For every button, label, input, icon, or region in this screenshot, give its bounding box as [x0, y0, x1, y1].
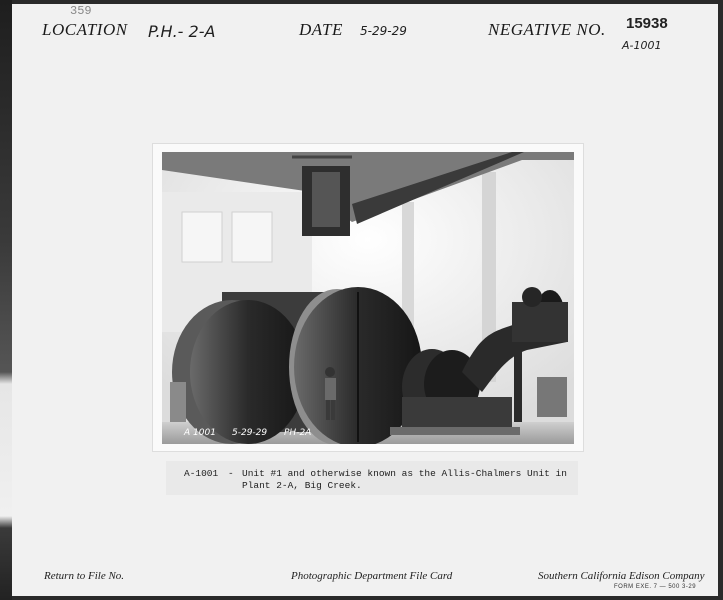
scan-edge: [0, 0, 12, 600]
stamp-number: 359: [70, 4, 92, 18]
photo-inscription-id: A 1001: [184, 428, 216, 438]
location-value: P.H.- 2-A: [148, 22, 216, 41]
caption-dash: -: [228, 468, 234, 479]
caption-label: [166, 461, 578, 495]
date-value: 5-29-29: [360, 24, 407, 38]
caption-id: A-1001: [184, 468, 219, 479]
negative-handwritten: A-1001: [622, 39, 662, 52]
photo-inscription-date: 5-29-29: [232, 428, 268, 438]
negative-number: 15938: [626, 15, 668, 32]
caption-line-2: Plant 2-A, Big Creek.: [242, 480, 362, 491]
location-label: LOCATION: [42, 20, 128, 39]
return-to-file-label: Return to File No.: [44, 570, 125, 582]
photo-inscription-plant: PH-2A: [284, 428, 312, 438]
company-label: Southern California Edison Company: [538, 570, 705, 582]
department-label: Photographic Department File Card: [291, 570, 453, 582]
negative-label: NEGATIVE NO.: [488, 20, 606, 39]
form-code: FORM EXE. 7 — 500 3-29: [614, 584, 697, 590]
date-label: DATE: [299, 20, 343, 39]
photo-mount: [152, 143, 584, 452]
caption-line-1: Unit #1 and otherwise known as the Allis-Chalmers Unit in: [242, 468, 567, 479]
machinery-photo: [162, 152, 574, 444]
powerhouse-generator-picture: [162, 152, 574, 444]
